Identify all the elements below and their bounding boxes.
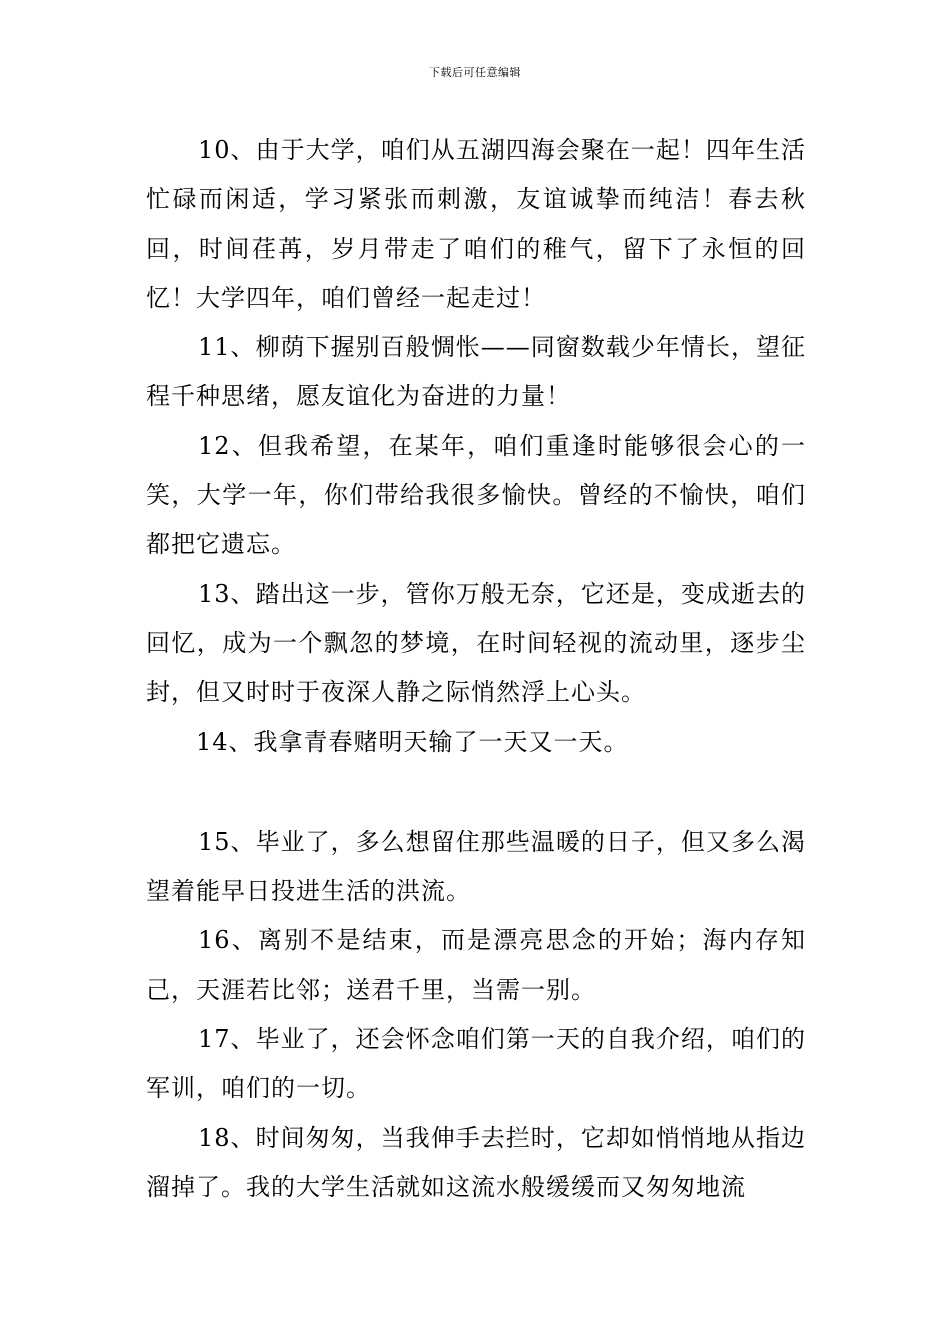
paragraph-16: 16、离别不是结束，而是漂亮思念的开始；海内存知己，天涯若比邻；送君千里，当需一别。 <box>146 926 806 1004</box>
paragraph-11: 11、柳荫下握别百般惆怅——同窗数载少年情长，望征程千种思绪，愿友谊化为奋进的力量！ <box>146 333 806 411</box>
paragraph-12: 12、但我希望，在某年，咱们重逢时能够很会心的一笑，大学一年，你们带给我很多愉快。曾经的不愉快，咱们都把它遗忘。 <box>146 431 806 559</box>
paragraph-10: 10、由于大学，咱们从五湖四海会聚在一起！四年生活忙碌而闲适，学习紧张而刺激，友谊诚挚而纯洁！春去秋回，时间荏苒，岁月带走了咱们的稚气，留下了永恒的回忆！大学四年，咱们曾经一起走过！ <box>146 136 806 312</box>
document-body <box>146 126 806 1212</box>
paragraph-15: 15、毕业了，多么想留住那些温暖的日子，但又多么渴望着能早日投进生活的洪流。 <box>146 827 806 906</box>
blank-line <box>146 767 806 818</box>
paragraph-13: 13、踏出这一步，管你万般无奈，它还是，变成逝去的回忆，成为一个飘忽的梦境，在时间轻视的流动里，逐步尘封，但又时时于夜深人静之际悄然浮上心头。 <box>146 579 806 707</box>
paragraph-14: 14、我拿青春赌明天输了一天又一天。 <box>196 727 629 756</box>
paragraph-17: 17、毕业了，还会怀念咱们第一天的自我介绍，咱们的军训，咱们的一切。 <box>146 1025 806 1103</box>
page-header: 下载后可任意编辑 <box>429 66 521 79</box>
paragraph-18: 18、时间匆匆，当我伸手去拦时，它却如悄悄地从指边溜掉了。我的大学生活就如这流水般缓缓而又匆匆地流 <box>146 1123 806 1201</box>
